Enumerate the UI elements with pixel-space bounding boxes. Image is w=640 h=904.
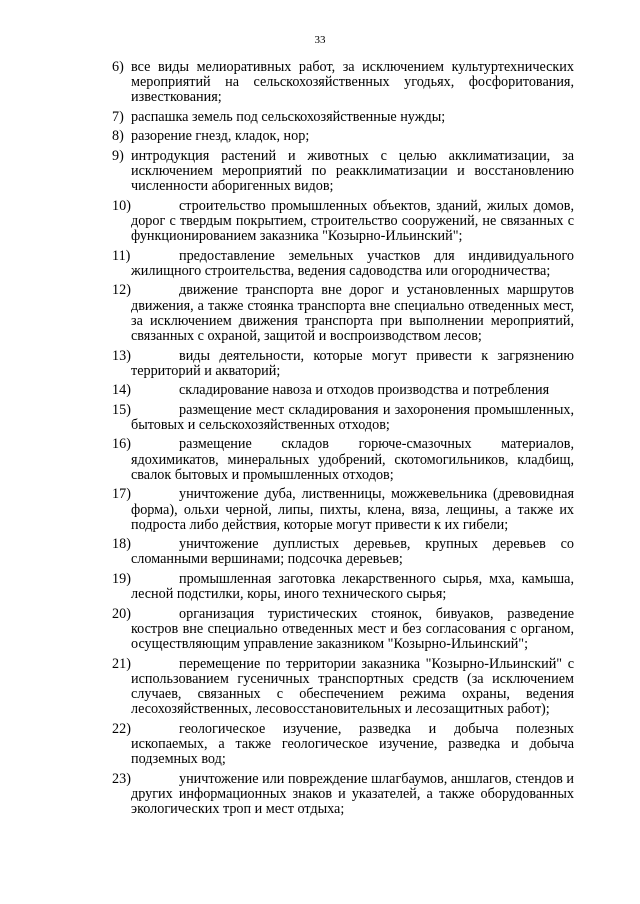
list-item: [112, 572, 574, 602]
item-text: размещение складов горюче-смазочных материалов, ядохимикатов, минеральных удобрений, скотомогильников, кладбищ, свалок бытовых и промышленных отходов;: [131, 436, 574, 483]
item-text: распашка земель под сельскохозяйственные нужды;: [131, 108, 446, 125]
item-number: 7): [112, 108, 124, 125]
item-number: 13): [112, 347, 131, 364]
list-item: [112, 722, 574, 768]
item-number: 12): [112, 282, 131, 299]
item-number: 18): [112, 536, 131, 553]
list-item: [112, 657, 574, 718]
item-text: разорение гнезд, кладок, нор;: [131, 128, 310, 145]
list-item: [112, 772, 574, 818]
item-number: 21): [112, 655, 131, 672]
item-number: 16): [112, 436, 131, 453]
item-number: 6): [112, 59, 124, 75]
item-number: 17): [112, 486, 131, 503]
list-item: [112, 487, 574, 533]
item-number: 22): [112, 720, 131, 737]
item-number: 9): [112, 147, 124, 164]
item-text: уничтожение дуба, лиственницы, можжевельника (древовидная форма), ольхи черной, липы, пихты, клена, вяза, лещины, а также их подроста либо действия, которые могут привести к их гибели;: [131, 486, 574, 533]
prohibited-activities-list: [112, 60, 574, 821]
list-item: [112, 283, 574, 344]
list-item: [112, 199, 574, 245]
item-number: 20): [112, 605, 131, 622]
list-item: [112, 437, 574, 483]
item-number: 14): [112, 382, 131, 399]
item-number: 15): [112, 401, 131, 418]
item-text: виды деятельности, которые могут привести к загрязнению территорий и акваторий;: [131, 347, 574, 379]
item-text: перемещение по территории заказника "Козырно-Ильинский" с использованием гусеничных транспортных средств (за исключением случаев, связанных с обеспечением режима охраны, ведения лесохозяйственных, лесовосстановительных и лесозащитных работ);: [131, 655, 574, 718]
page-number: 33: [314, 34, 326, 46]
list-item: [112, 149, 574, 195]
item-text: строительство промышленных объектов, зданий, жилых домов, дорог с твердым покрытием, строительство сооружений, не связанных с функционированием заказника "Козырно-Ильинский";: [131, 197, 574, 245]
item-text: уничтожение дуплистых деревьев, крупных деревьев со сломанными вершинами; подсочка деревьев;: [131, 536, 574, 568]
item-number: 11): [112, 247, 131, 264]
item-text: геологическое изучение, разведка и добыча полезных ископаемых, а также геологическое изучение, разведка и добыча подземных вод;: [131, 720, 574, 768]
list-item: [112, 110, 574, 125]
item-text: интродукция растений и животных с целью акклиматизации, за исключением мероприятий по реакклиматизации и восстановлению численности аборигенных видов;: [131, 147, 574, 195]
list-item: [112, 349, 574, 379]
item-text: уничтожение или повреждение шлагбаумов, аншлагов, стендов и других информационных знаков и указателей, а также оборудованных экологических троп и мест отдыха;: [131, 770, 574, 817]
item-number: 8): [112, 128, 124, 145]
list-item: [112, 60, 574, 106]
list-item: [112, 249, 574, 279]
item-text: все виды мелиоративных работ, за исключением культуртехнических мероприятий на сельскохозяйственных угодьях, фосфоритования, известкования;: [131, 59, 574, 106]
item-text: складирование навоза и отходов производства и потребления: [179, 382, 550, 399]
item-text: промышленная заготовка лекарственного сырья, мха, камыша, лесной подстилки, коры, иного технического сырья;: [131, 570, 574, 603]
list-item: [112, 403, 574, 433]
list-item: [112, 537, 574, 567]
item-text: предоставление земельных участков для индивидуального жилищного строительства, ведения садоводства или огородничества;: [131, 247, 574, 279]
list-item: [112, 383, 574, 398]
list-item: [112, 129, 574, 144]
item-number: 19): [112, 570, 131, 587]
item-text: размещение мест складирования и захоронения промышленных, бытовых и сельскохозяйственных отходов;: [131, 401, 574, 433]
item-text: движение транспорта вне дорог и установленных маршрутов движения, а также стоянка транспорта вне специально отведенных мест, за исключением движения транспорта при выполнении мероприятий, связанных с охраной, защитой и воспроизводством лесов;: [131, 282, 574, 345]
item-number: 23): [112, 770, 131, 787]
item-number: 10): [112, 197, 131, 214]
item-text: организация туристических стоянок, бивуаков, разведение костров вне специально отведенных мест и без согласования с органом, осуществляющим управление заказником "Козырно-Ильинский";: [131, 605, 574, 653]
list-item: [112, 607, 574, 653]
